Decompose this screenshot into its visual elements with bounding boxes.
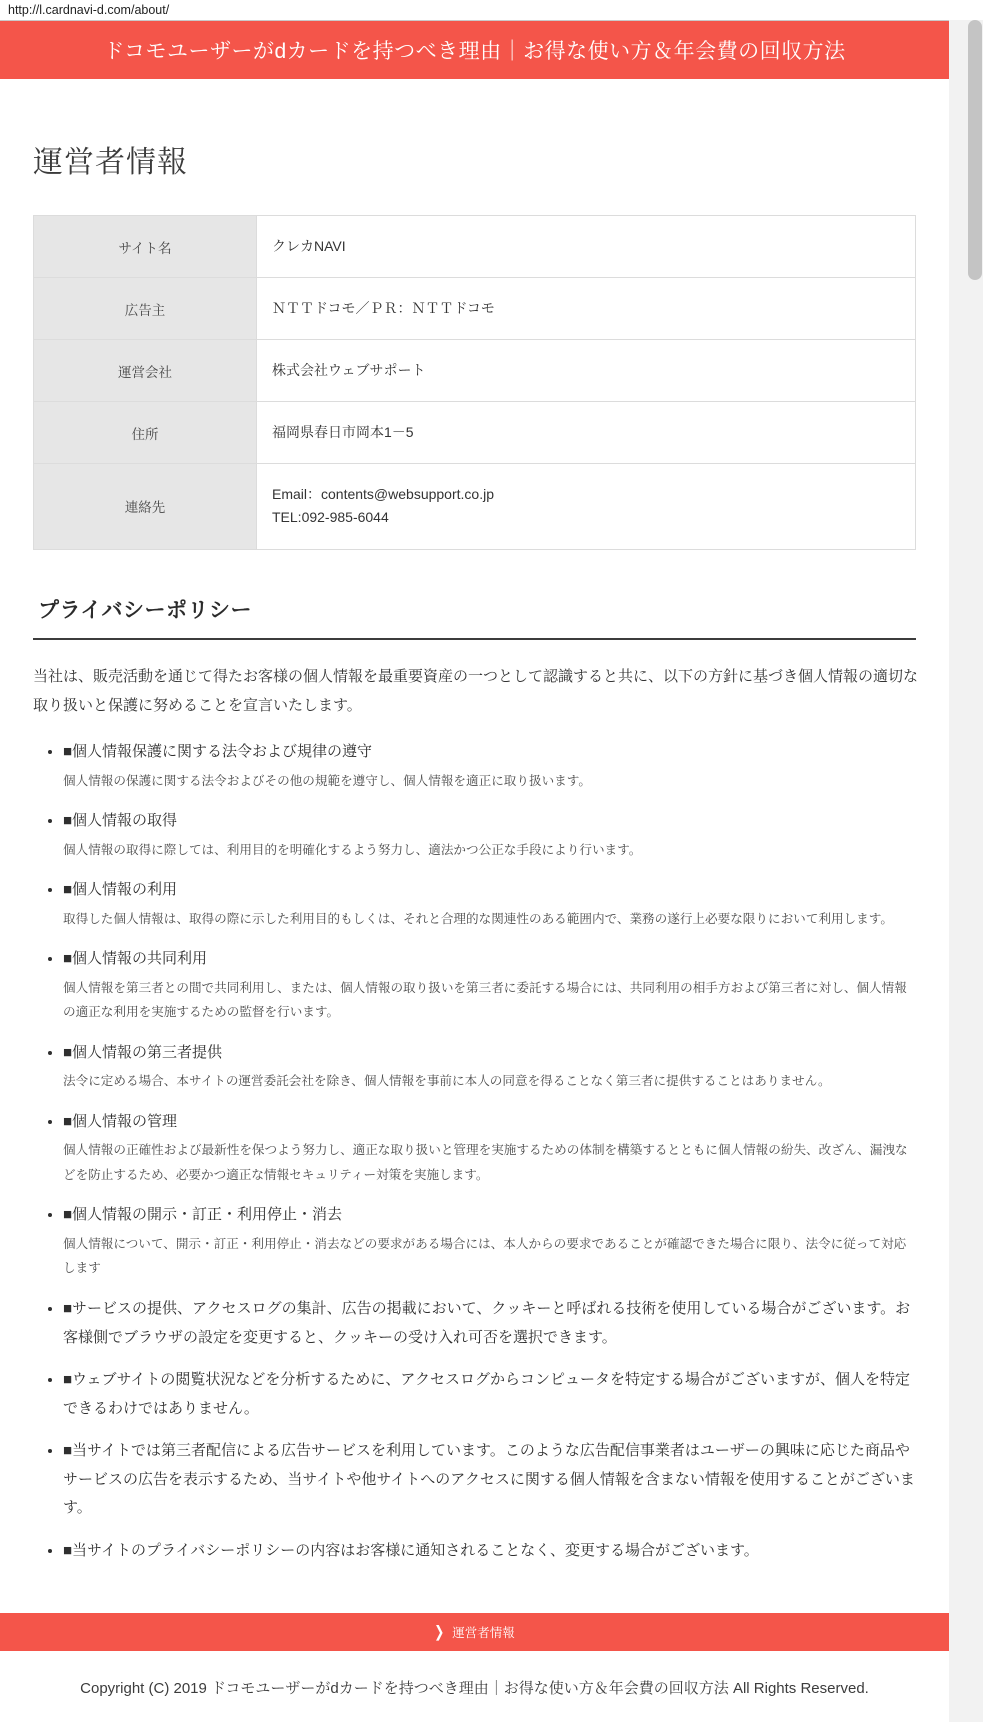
row-label: 運営会社 [34,340,257,402]
row-label: 連絡先 [34,464,257,549]
item-sub: 個人情報の正確性および最新性を保つよう努力し、適正な取り扱いと管理を実施するための体制を構築するとともに個人情報の紛失、改ざん、漏洩などを防止するため、必要かつ適正な情報セキュリティー対策を実施します。 [63,1143,908,1182]
list-item [63,1108,916,1188]
table-row [34,402,916,464]
site-frame [0,21,950,1722]
item-lead: • ■個人情報保護に関する法令および規律の遵守 [63,743,373,761]
row-value-contact [257,464,916,549]
footer-link-operator-info[interactable] [434,1623,515,1641]
site-header-title: ドコモユーザーがdカードを持つべき理由｜お得な使い方＆年会費の回収方法 [103,40,846,63]
item-sub: 法令に定める場合、本サイトの運営委託会社を除き、個人情報を事前に本人の同意を得ることなく第三者に提供することはありません。 [63,1074,831,1089]
browser-url-bar[interactable] [0,0,983,21]
row-value: クレカNAVI [257,216,916,278]
chevron-right-icon: ❯ [434,1622,445,1642]
page-title: 運営者情報 [33,146,188,179]
table-row [34,340,916,402]
item-lead: • ■個人情報の共同利用 [63,950,208,968]
privacy-policy-list [33,738,916,1565]
content-spacer [33,1579,916,1613]
row-label: 住所 [34,402,257,464]
item-sub: 個人情報の取得に際しては、利用目的を明確化するよう努力し、適法かつ公正な手段により行います。 [63,842,642,857]
item-sub: 個人情報の保護に関する法令およびその他の規範を遵守し、個人情報を適正に取り扱います。 [63,773,591,788]
row-value: ＮＴＴドコモ／ＰＲ：ＮＴＴドコモ [257,278,916,340]
list-item [63,945,916,1025]
item-lead: • ■個人情報の管理 [63,1112,178,1130]
item-lead: • ■個人情報の利用 [63,881,178,899]
privacy-intro: 当社は、販売活動を通じて得たお客様の個人情報を最重要資産の一つとして認識すると共に、以下の方針に基づき個人情報の適切な取り扱いと保護に努めることを宣言いたします。 [33,667,919,714]
copyright-text: Copyright (C) 2019 ドコモユーザーがdカードを持つべき理由｜お得な使い方＆年会費の回収方法 All Rights Reserved. [80,1679,869,1697]
table-row [34,278,916,340]
scrollbar-thumb[interactable] [968,20,982,280]
url-text: http://l.cardnavi-d.com/about/ [8,3,170,17]
list-item [63,738,916,793]
list-item [63,1201,916,1281]
row-value: 福岡県春日市岡本1－5 [257,402,916,464]
contact-tel: TEL:092-985-6044 [272,509,389,526]
row-value: 株式会社ウェブサポート [257,340,916,402]
item-sub: 個人情報を第三者との間で共同利用し、または、個人情報の取り扱いを第三者に委託する場合には、共同利用の相手方および第三者に対し、個人情報の適正な利用を実施するための監督を行います。 [63,980,907,1020]
contact-email: Email：contents@websupport.co.jp [272,486,494,503]
section-divider [33,638,916,640]
table-row [34,464,916,549]
privacy-policy-heading: プライバシーポリシー [38,598,252,622]
item-lead: • ■個人情報の第三者提供 [63,1043,223,1061]
item-lead: • ■個人情報の開示・訂正・利用停止・消去 [63,1206,343,1224]
list-item: • ■当サイトでは第三者配信による広告サービスを利用しています。このような広告配信事業者はユーザーの興味に応じた商品やサービスの広告を表示するため、当サイトや他サイトへのアクセスに関する個人情報を含まない情報を使用することがございます。 [63,1437,916,1523]
item-lead: • ■個人情報の取得 [63,812,178,830]
copyright-bar [0,1651,949,1722]
list-item: • ■当サイトのプライバシーポリシーの内容はお客様に通知されることなく、変更する場合がございます。 [63,1537,916,1566]
row-label: 広告主 [34,278,257,340]
list-item [63,807,916,862]
item-sub: 取得した個人情報は、取得の際に示した利用目的もしくは、それと合理的な関連性のある範囲内で、業務の遂行上必要な限りにおいて利用します。 [63,911,893,926]
page-content [0,215,949,1613]
site-header [0,21,949,79]
list-item [63,876,916,931]
footer-link-label: 運営者情報 [452,1626,515,1641]
item-sub: 個人情報について、開示・訂正・利用停止・消去などの要求がある場合には、本人からの要求であることが確認できた場合に限り、法令に従って対応します [63,1236,907,1276]
page-gutter [949,20,983,1722]
list-item: • ■ウェブサイトの閲覧状況などを分析するために、アクセスログからコンピュータを特定する場合がございますが、個人を特定できるわけではありません。 [63,1366,916,1423]
list-item: • ■サービスの提供、アクセスログの集計、広告の掲載において、クッキーと呼ばれる技術を使用している場合がございます。お客様側でブラウザの設定を変更すると、クッキーの受け入れ可否を選択できます。 [63,1295,916,1352]
table-row [34,216,916,278]
footer-nav [0,1613,949,1651]
operator-info-table [33,215,916,550]
row-label: サイト名 [34,216,257,278]
list-item [63,1039,916,1094]
